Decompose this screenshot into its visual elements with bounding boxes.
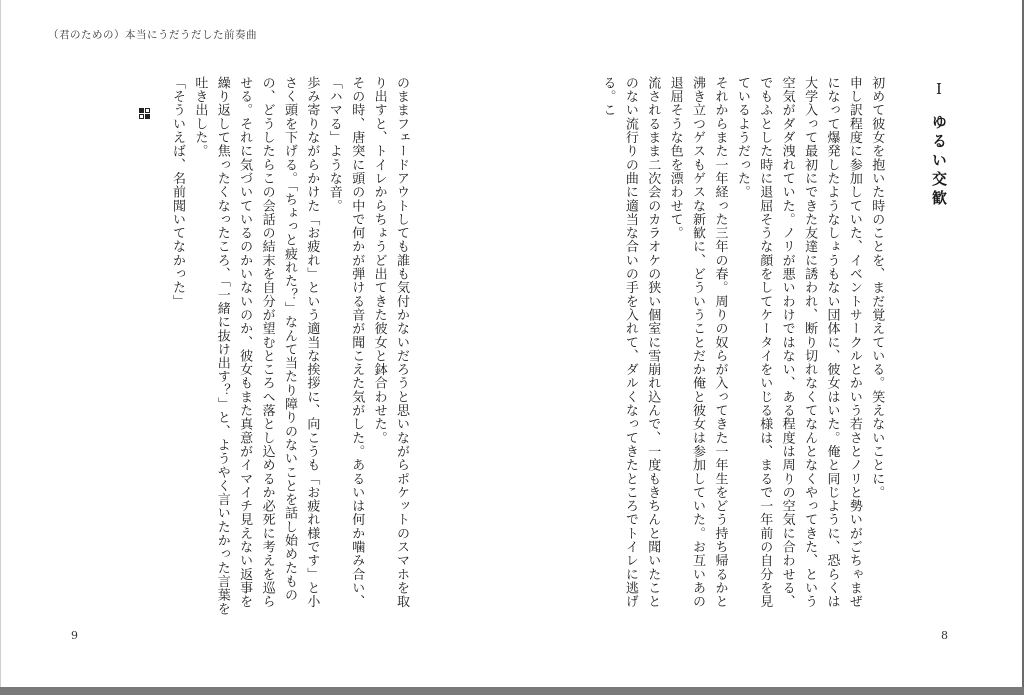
paragraph: それからまた一年経った三年の春。周りの奴らが入ってきた一年生をどう持ち帰るかと沸き立つゲスもゲスな新歓に、どういうことだか俺と彼女は参加していた。お互いあの退屈そうな色を漂わせて。 bbox=[667, 76, 728, 609]
window-edge-bottom bbox=[0, 687, 1024, 695]
paragraph: 申し訳程度に参加していた、イベントサークルとかいう若さとノリと勢いがごちゃまぜになって爆発したようなしょうもない団体に、彼女はいた。俺と同じように、恐らくは大学入って最初にできた友達に誘われ、断り切れなくてなんとなくやってきた、という空気がダダ洩れていた。ノリが悪いわけではない、ある程度は周りの空気に合わせる、でもふとした時に退屈そうな顔をしてケータイをいじる様は、まるで一年前の自分を見ているようだった。 bbox=[734, 76, 862, 609]
chapter-title: ゆるい交歓 bbox=[930, 114, 948, 209]
chapter-number: Ⅰ bbox=[930, 80, 948, 102]
paragraph: 初めて彼女を抱いた時のことを、まだ覚えている。笑えないことに。 bbox=[869, 76, 885, 500]
paragraph: 歩み寄りながらかけた「お疲れ」という適当な挨拶に、向こうも「お疲れ様です」と小さく頭を下げる。「ちょっと疲れた？」なんて当たり障りのないことを話し始めたものの、どうしたらこの会話の結末を自分が望むところへ落とし込めるか必死に考えを巡らせる。それに気づいているのかいないのか、彼女もまた真意がイマイチ見えない返事を繰り返して焦ったくなったころ、「一緒に抜け出す？」と、ようやく言いたかった言葉を吐き出した。 bbox=[192, 76, 320, 616]
right-page-body bbox=[596, 76, 887, 621]
paragraph: のままフェードアウトしても誰も気付かないだろうと思いながらポケットのスマホを取り出すと、トイレからちょうど出てきた彼女と鉢合わせた。 bbox=[371, 76, 409, 609]
left-page bbox=[60, 76, 412, 621]
right-page bbox=[596, 76, 912, 621]
chapter-heading bbox=[928, 80, 950, 209]
paragraph: 流されるまま二次会のカラオケの狭い個室に雪崩れ込んで、一度もきちんと聞いたことのない流行りの曲に適当な合いの手を入れて、ダルくなってきたところでトイレに逃げる。こ bbox=[600, 76, 661, 609]
left-page-body bbox=[136, 76, 412, 621]
page-number-left: 9 bbox=[71, 629, 78, 642]
page-edge-left bbox=[0, 0, 1, 695]
paragraph: 「そういえば、名前聞いてなかった」 bbox=[169, 76, 185, 309]
running-head: （君のための）本当にうだうだした前奏曲 bbox=[48, 29, 257, 41]
page-number-right: 8 bbox=[941, 629, 948, 642]
paragraph: その時、唐突に頭の中で何かが弾ける音が聞こえた気がした。あるいは何か噛み合い、「ハマる」ような音。 bbox=[326, 76, 365, 609]
scene-break-ornament-icon bbox=[139, 108, 151, 120]
